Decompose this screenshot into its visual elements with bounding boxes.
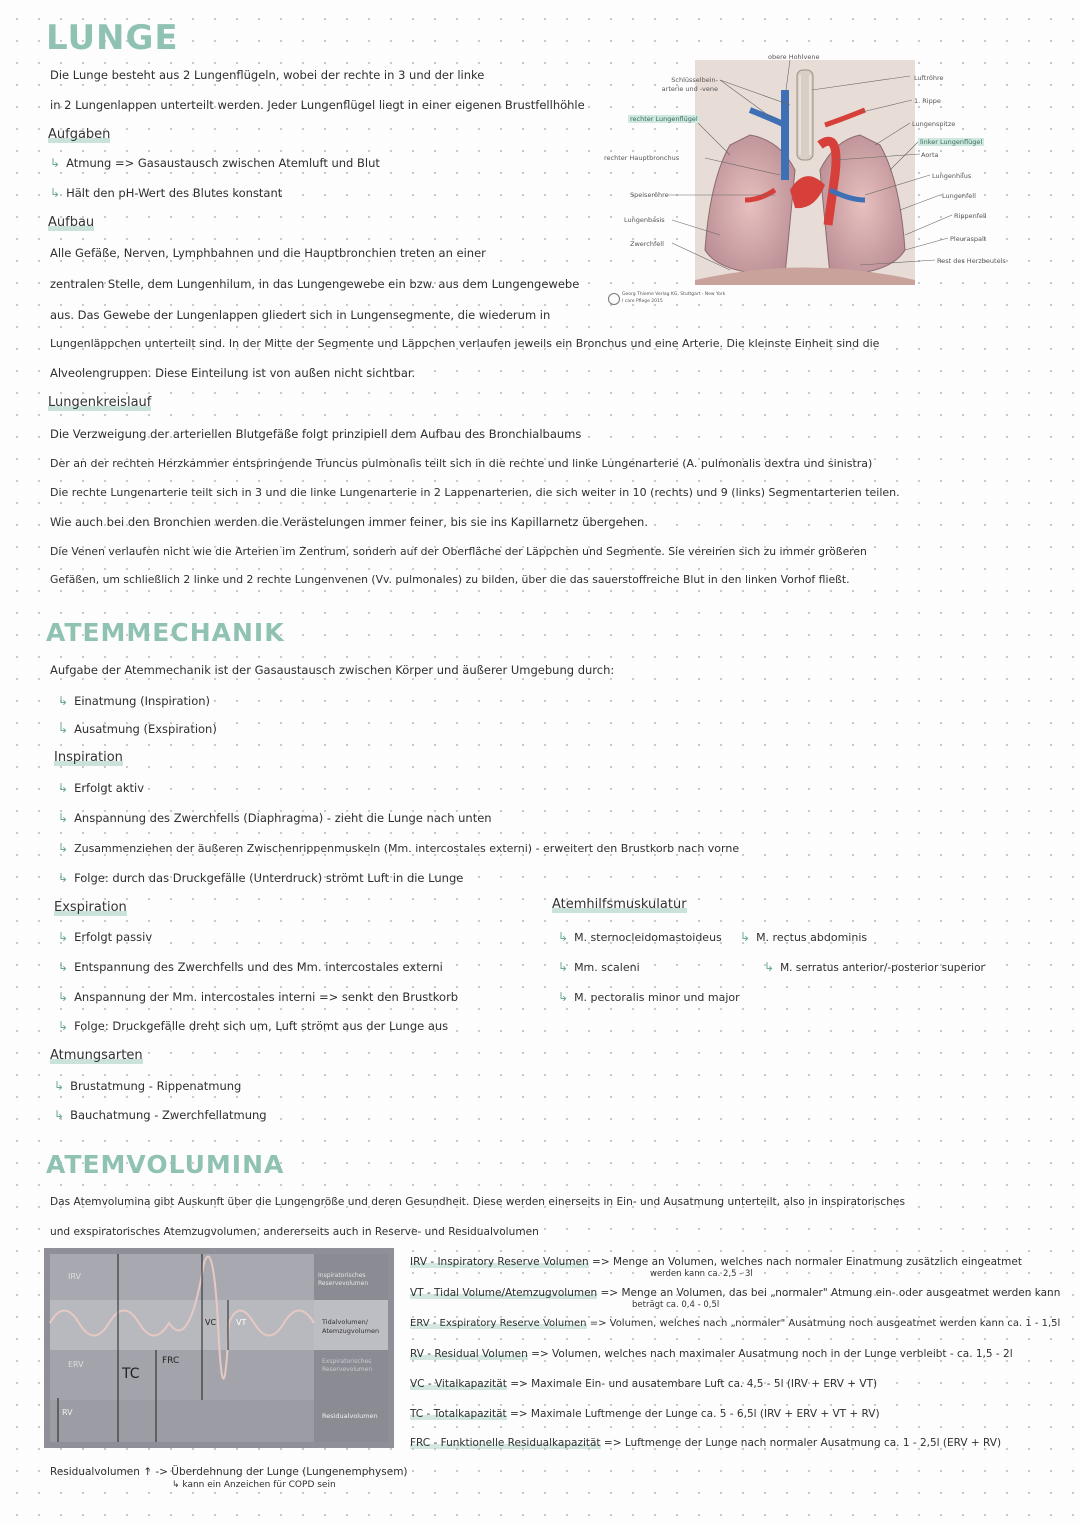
fig-label-luftroehre: Luftröhre [914,74,944,82]
chart-legend-vt-1: Tidalvolumen/ [322,1318,368,1326]
def-irv-text: => Menge an Volumen, welches nach normaler Einatmung zusätzlich eingeatmet [592,1256,1022,1268]
def-irv-extra: werden kann ca. 2,5 - 3l [650,1269,753,1279]
heading-exspiration: Exspiration [54,900,127,915]
hilfs-col2-item-2: ↳ M. serratus anterior/-posterior superior [764,960,985,974]
def-erv [410,1318,1060,1329]
chart-legend-irv-2: Reservevolumen [318,1280,369,1287]
fig-label-lungenspitze: Lungenspitze [912,120,956,128]
chart-legend-irv-1: Inspiratorisches [318,1272,366,1279]
fig-label-lungenbasis: Lungenbasis [624,216,665,224]
fig-label-rippenfell: Rippenfell [954,212,987,220]
aufbau-line-5: Alveolengruppen. Diese Einteilung ist von außen nicht sichtbar. [50,366,416,380]
fig-label-rechter-hauptbronchus: rechter Hauptbronchus [604,154,680,162]
chart-legend-erv-2: Reservevolumen [322,1366,373,1373]
lunge-intro-2: in 2 Lungenlappen unterteilt werden. Jeder Lungenflügel liegt in einer eigenen Brustfellhöhle [50,98,585,112]
chart-label-frc: FRC [162,1356,180,1366]
lunge-intro-1: Die Lunge besteht aus 2 Lungenflügeln, wobei der rechte in 3 und der linke [50,68,485,82]
chart-label-rv: RV [62,1408,73,1417]
arten-item-1: ↳ Brustatmung - Rippenatmung [54,1079,241,1093]
def-erv-term: ERV - Exspiratory Reserve Volumen [410,1318,587,1329]
heading-atemhilfsmuskulatur: Atemhilfsmuskulatur [552,897,687,912]
fig-label-lungenhilus: Lungenhilus [932,172,972,180]
heading-aufbau: Aufbau [48,215,95,230]
chart-legend-rv: Residualvolumen [322,1412,378,1420]
heading-lungenkreislauf: Lungenkreislauf [48,395,152,410]
fig-credit-1: Georg Thieme Verlag KG, Stuttgart · New York [622,292,726,297]
aufbau-line-4: Lungenläppchen unterteilt sind. In der Mitte der Segmente und Läppchen verlaufen jeweils ein Bronchus und eine Arterie. Die kleinste Einheit sind die [50,337,880,350]
atemvolumina-intro-2: und exspiratorisches Atemzugvolumen, andererseits auch in Reserve- und Residualvolumen [50,1226,539,1238]
title-atemvolumina: ATEMVOLUMINA [46,1150,285,1179]
title-lunge: LUNGE [46,18,179,58]
aufgaben-item-1: ↳ Atmung => Gasaustausch zwischen Atemluft und Blut [50,156,380,170]
atemvolumina-chart [44,1248,394,1448]
def-frc-text: => Luftmenge der Lunge nach normaler Ausatmung ca. 1 - 2,5l (ERV + RV) [603,1437,1002,1449]
def-irv-term: IRV - Inspiratory Reserve Volumen [410,1256,589,1268]
atemmechanik-list-2: ↳ Ausatmung (Exspiration) [58,722,217,736]
exsp-item-2: ↳ Entspannung des Zwerchfells und des Mm. intercostales externi [58,960,443,974]
note-residualvolumen: Residualvolumen ↑ -> Überdehnung der Lunge (Lungenemphysem) [50,1466,408,1478]
hilfs-col1-item-1: ↳ M. sternocleidomastoideus [558,930,722,944]
hilfs-col2-item-1: ↳ M. rectus abdominis [740,930,867,944]
def-vc [410,1378,877,1390]
atemmechanik-intro: Aufgabe der Atemmechanik ist der Gasaustausch zwischen Körper und äußerer Umgebung durch: [50,663,615,677]
fig-label-linker-lungenfluegel: linker Lungenflügel [920,138,983,146]
chart-label-erv: ERV [68,1360,84,1369]
title-atemmechanik: ATEMMECHANIK [46,618,285,647]
chart-label-irv: IRV [68,1272,81,1281]
def-erv-text: => Volumen, welches nach „normaler" Ausatmung noch ausgeatmet werden kann ca. 1 - 1,5l [589,1318,1061,1329]
fig-label-rest-herzbeutel: Rest des Herzbeutels [937,257,1006,265]
def-rv-text: => Volumen, welches nach maximaler Ausatmung noch in der Lunge verbleibt - ca. 1,5 - 2l [531,1348,1013,1360]
fig-label-rechter-lungenfluegel: rechter Lungenflügel [630,115,698,123]
atemmechanik-list-1: ↳ Einatmung (Inspiration) [58,694,210,708]
def-tc [410,1408,880,1420]
def-irv [410,1256,1022,1268]
kreislauf-line-1: Die Verzweigung der arteriellen Blutgefäße folgt prinzipiell dem Aufbau des Bronchialbaums [50,427,582,441]
hilfs-col1-item-2: ↳ Mm. scaleni [558,960,640,974]
def-tc-text: => Maximale Luftmenge der Lunge ca. 5 - 6,5l (IRV + ERV + VT + RV) [510,1408,880,1420]
def-tc-term: TC - Totalkapazität [410,1408,507,1420]
def-vt-extra: beträgt ca. 0,4 - 0,5l [632,1300,720,1310]
aufbau-line-3: aus. Das Gewebe der Lungenlappen gliedert sich in Lungensegmente, die wiederum in [50,308,551,322]
aufgaben-item-2: ↳ Hält den pH-Wert des Blutes konstant [50,186,282,200]
note-copd: ↳ kann ein Anzeichen für COPD sein [172,1480,336,1490]
exsp-item-1: ↳ Erfolgt passiv [58,930,152,944]
fig-label-aorta: Aorta [921,151,939,159]
lung-anatomy-figure [600,50,1020,320]
fig-label-schluesselbein-2: arterie und -vene [661,85,718,93]
insp-item-2: ↳ Anspannung des Zwerchfells (Diaphragma) - zieht die Lunge nach unten [58,811,492,825]
arten-item-2: ↳ Bauchatmung - Zwerchfellatmung [54,1108,267,1122]
kreislauf-line-4: Wie auch bei den Bronchien werden die Verästelungen immer feiner, bis sie ins Kapillarnetz übergehen. [50,515,648,529]
def-vc-text: => Maximale Ein- und ausatembare Luft ca. 4,5 - 5l (IRV + ERV + VT) [510,1378,878,1390]
thieme-logo-icon [608,293,620,305]
insp-item-1: ↳ Erfolgt aktiv [58,781,144,795]
fig-credit-2: I care Pflege 2015 [622,299,663,304]
def-vt [410,1287,1060,1299]
kreislauf-line-6: Gefäßen, um schließlich 2 linke und 2 rechte Lungenvenen (Vv. pulmonales) zu bilden, über die das sauerstoffreiche Blut in den linken Vorhof fließt. [50,573,850,586]
atemvolumina-intro-1: Das Atemvolumina gibt Auskunft über die Lungengröße und deren Gesundheit. Diese werden einerseits in Ein- und Ausatmung unterteilt, also in inspiratorisches [50,1196,905,1208]
def-rv-term: RV - Residual Volumen [410,1348,528,1360]
chart-label-tc: TC [122,1366,140,1382]
def-vc-term: VC - Vitalkapazität [410,1378,507,1390]
insp-item-4: ↳ Folge: durch das Druckgefälle (Unterdruck) strömt Luft in die Lunge [58,871,463,885]
heading-atmungsarten: Atmungsarten [50,1048,143,1063]
def-rv [410,1348,1013,1360]
chart-label-vc: VC [205,1318,217,1327]
fig-label-obere-hohlvene: obere Hohlvene [768,53,820,61]
chart-legend-erv-1: Exspiratorisches [322,1358,372,1365]
heading-aufgaben: Aufgaben [48,127,111,142]
fig-label-lungenfell: Lungenfell [942,192,976,200]
def-vt-term: VT - Tidal Volume/Atemzugvolumen [410,1287,598,1299]
aufbau-line-2: zentralen Stelle, dem Lungenhilum, in das Lungengewebe ein bzw. aus dem Lungengewebe [50,277,580,291]
kreislauf-line-2: Der an der rechten Herzkammer entspringende Truncus pulmonalis teilt sich in die rechte und linke Lungenarterie (A. pulmonalis dextra und sinistra) [50,457,873,470]
kreislauf-line-3: Die rechte Lungenarterie teilt sich in 3 und die linke Lungenarterie in 2 Lappenarterien, die sich weiter in 10 (rechts) und 9 (links) Segmentarterien teilen. [50,486,900,499]
kreislauf-line-5: Die Venen verlaufen nicht wie die Arterien im Zentrum, sondern auf der Oberfläche der Läppchen und Segmente. Sie vereinen sich zu immer größeren [50,545,867,558]
hilfs-col1-item-3: ↳ M. pectoralis minor und major [558,990,740,1004]
fig-label-schluesselbein-1: Schlüsselbein- [671,76,718,84]
aufbau-line-1: Alle Gefäße, Nerven, Lymphbahnen und die Hauptbronchien treten an einer [50,246,486,260]
exsp-item-4: ↳ Folge: Druckgefälle dreht sich um, Luft strömt aus der Lunge aus [58,1019,448,1033]
chart-label-vt: VT [236,1318,247,1327]
def-frc [410,1437,1001,1449]
chart-legend-vt-2: Atemzugvolumen [322,1327,380,1335]
fig-label-speiseroehre: Speiseröhre [630,191,669,199]
fig-label-zwerchfell: Zwerchfell [630,240,664,248]
heading-inspiration: Inspiration [54,750,123,765]
def-vt-text: => Menge an Volumen, das bei „normaler" Atmung ein- oder ausgeatmet werden kann [600,1287,1061,1299]
def-frc-term: FRC - Funktionelle Residualkapazität [410,1437,601,1449]
fig-label-1-rippe: 1. Rippe [914,97,941,105]
exsp-item-3: ↳ Anspannung der Mm. intercostales interni => senkt den Brustkorb [58,990,458,1004]
fig-label-pleuraspalt: Pleuraspalt [950,235,987,243]
insp-item-3: ↳ Zusammenziehen der äußeren Zwischenrippenmuskeln (Mm. intercostales externi) - erweitert den Brustkorb nach vorne [58,841,739,855]
